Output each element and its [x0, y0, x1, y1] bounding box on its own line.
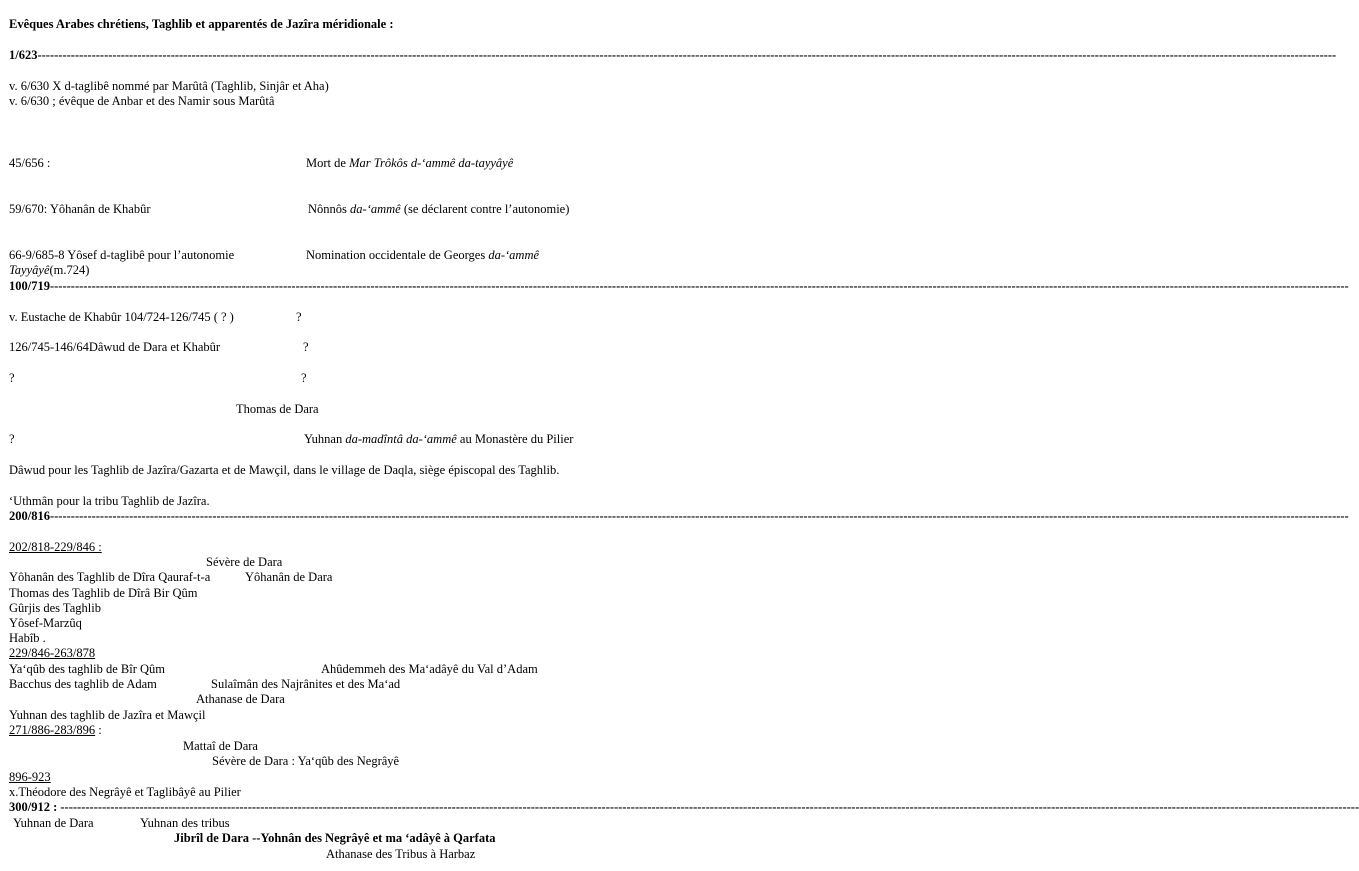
entry-685-continued: Tayyâyê(m.724)	[9, 263, 90, 277]
entry-yuhnan-des-tribus: Yuhnan des tribus	[140, 816, 230, 830]
date-range-886-896: 271/886-283/896 :	[9, 723, 102, 737]
entry-dawud-dara: 126/745-146/64Dâwud de Dara et Khabûr	[9, 340, 221, 354]
section-header-912: 300/912 : ------------------------------------------------------------------------------------------------------------------------------------------------------------------------------------------------------------------------------------------------------------------------------------------------------------------------	[9, 800, 1359, 814]
entry-anbar-630: v. 6/630 ; évêque de Anbar et des Namir sous Marûtâ	[9, 94, 275, 108]
entry-yuhnan-pilier: Yuhnan da-madîntâ da-‘ammê au Monastère du Pilier	[304, 432, 574, 446]
entry-uthman: ‘Uthmân pour la tribu Taghlib de Jazîra.	[9, 494, 210, 508]
entry-670-left: 59/670: Yôhanân de Khabûr	[9, 202, 151, 216]
section-header-816: 200/816------------------------------------------------------------------------------------------------------------------------------------------------------------------------------------------------------------------------------------------------------------------------------------------------------------------------	[9, 509, 1349, 523]
entry-thomas-taghlib: Thomas des Taghlib de Dîrâ Bir Qûm	[9, 586, 198, 600]
entry-sulaiman: Sulaîmân des Najrânites et des Ma‘ad	[211, 677, 401, 691]
entry-dawud-dara-right: ?	[303, 340, 309, 354]
entry-685-right: Nomination occidentale de Georges da-‘ammê	[306, 248, 540, 262]
entry-yosef-marzuq: Yôsef-Marzûq	[9, 616, 82, 630]
entry-severe-yaqub: Sévère de Dara : Ya‘qûb des Negrâyê	[212, 754, 400, 768]
entry-yuhnan-taghlib: Yuhnan des taghlib de Jazîra et Mawçil	[9, 708, 206, 722]
entry-thomas-dara: Thomas de Dara	[236, 402, 319, 416]
entry-unknown-left: ?	[9, 371, 15, 385]
entry-656-right: Mort de Mar Trôkôs d-‘ammê da-tayyâyê	[306, 156, 514, 170]
entry-theodore: x.Théodore des Negrâyê et Taglibâyê au Pilier	[9, 785, 241, 799]
date-range-896-923: 896-923	[9, 770, 51, 784]
entry-yohanan-dara: Yôhanân de Dara	[245, 570, 333, 584]
section-header-719: 100/719------------------------------------------------------------------------------------------------------------------------------------------------------------------------------------------------------------------------------------------------------------------------------------------------------------------------	[9, 279, 1349, 293]
entry-unknown-left-2: ?	[9, 432, 15, 446]
entry-unknown-right: ?	[301, 371, 307, 385]
date-range-818-846: 202/818-229/846 :	[9, 540, 102, 554]
section-header-623: 1/623------------------------------------------------------------------------------------------------------------------------------------------------------------------------------------------------------------------------------------------------------------------------------------------------------------------------	[9, 48, 1337, 62]
entry-bacchus: Bacchus des taghlib de Adam	[9, 677, 157, 691]
entry-eustache-right: ?	[296, 310, 302, 324]
entry-taglibe-630: v. 6/630 X d-taglibê nommé par Marûtâ (Taghlib, Sinjâr et Aha)	[9, 79, 329, 93]
entry-gurjis: Gûrjis des Taghlib	[9, 601, 101, 615]
entry-jibril: Jibrîl de Dara --Yohnân des Negrâyê et ma ‘adâyê à Qarfata	[174, 831, 496, 845]
entry-habib: Habîb .	[9, 631, 46, 645]
entry-yuhnan-de-dara: Yuhnan de Dara	[13, 816, 94, 830]
entry-685-left: 66-9/685-8 Yôsef d-taglibê pour l’autonomie	[9, 248, 235, 262]
entry-670-right: Nônnôs da-‘ammê (se déclarent contre l’autonomie)	[308, 202, 570, 216]
entry-ahudemmeh: Ahûdemmeh des Ma‘adâyê du Val d’Adam	[321, 662, 538, 676]
entry-eustache: v. Eustache de Khabûr 104/724-126/745 ( ? )	[9, 310, 234, 324]
page-title: Evêques Arabes chrétiens, Taghlib et apparentés de Jazîra méridionale :	[9, 17, 394, 31]
entry-athanase-tribus: Athanase des Tribus à Harbaz	[326, 847, 476, 861]
entry-mattai: Mattaî de Dara	[183, 739, 258, 753]
entry-severe-dara: Sévère de Dara	[206, 555, 283, 569]
entry-yohanan-taghlib: Yôhanân des Taghlib de Dîra Qauraf-t-a	[9, 570, 211, 584]
entry-athanase-dara: Athanase de Dara	[196, 692, 285, 706]
entry-dawud-taghlib: Dâwud pour les Taghlib de Jazîra/Gazarta et de Mawçil, dans le village de Daqla, siège épiscopal des Taghlib.	[9, 463, 560, 477]
entry-yaqub-bir-qum: Ya‘qûb des taghlib de Bîr Qûm	[9, 662, 166, 676]
date-range-846-878: 229/846-263/878	[9, 646, 96, 660]
entry-656-left: 45/656 :	[9, 156, 51, 170]
